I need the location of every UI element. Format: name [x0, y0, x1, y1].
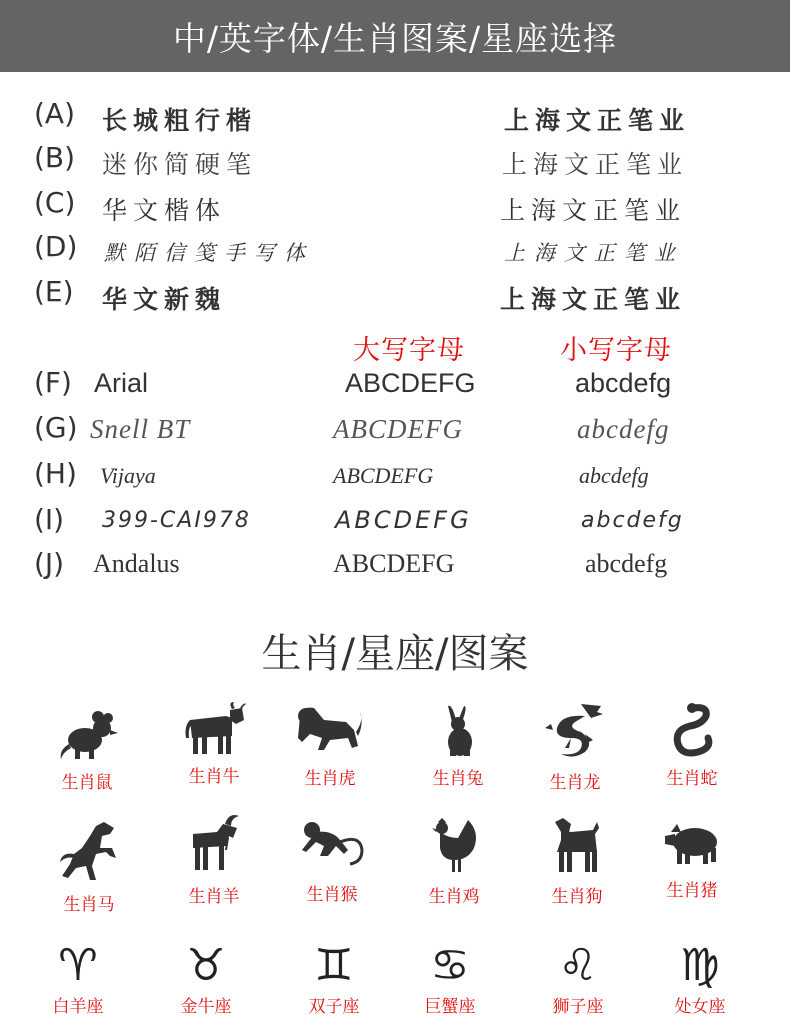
font-sample-d: 上海文正笔业: [504, 241, 684, 265]
constellation-label: 双子座: [308, 997, 360, 1017]
animal-label: 生肖羊: [188, 887, 240, 907]
font-label-i: (I): [34, 503, 65, 536]
rat-icon: [55, 706, 119, 762]
animal-label: 生肖猴: [306, 885, 358, 905]
font-upper-j: ABCDEFG: [333, 549, 455, 578]
animal-label: 生肖虎: [304, 769, 356, 789]
leo-icon: ♌: [558, 940, 598, 991]
animal-label: 生肖蛇: [666, 769, 718, 789]
font-label-b: (B): [34, 141, 76, 174]
font-name-d: 默陌信笺手写体: [104, 241, 314, 265]
animal-label: 生肖牛: [188, 767, 240, 787]
animal-label: 生肖兔: [432, 769, 484, 789]
virgo-icon: ♍: [680, 940, 720, 991]
constellation-aries: [18, 940, 138, 1017]
font-name-g: Snell BT: [90, 414, 191, 444]
constellation-label: 狮子座: [552, 997, 604, 1017]
font-sample-b: 上海文正笔业: [502, 150, 689, 179]
ox-icon: [182, 700, 246, 756]
font-sample-c: 上海文正笔业: [500, 196, 687, 225]
constellation-label: 巨蟹座: [424, 997, 476, 1017]
rabbit-icon: [430, 702, 486, 758]
font-lower-g: abcdefg: [577, 414, 670, 444]
constellation-label: 金牛座: [180, 997, 232, 1017]
constellation-label: 白羊座: [52, 997, 104, 1017]
font-name-j: Andalus: [93, 549, 180, 578]
header-banner: [0, 0, 790, 72]
snake-icon: [664, 700, 720, 758]
pig-icon: [661, 818, 723, 870]
lowercase-header: 小写字母: [560, 335, 672, 366]
font-label-c: (C): [34, 186, 76, 219]
font-label-g: (G): [34, 411, 78, 444]
aries-icon: ♈: [58, 940, 98, 991]
font-lower-f: abcdefg: [575, 368, 672, 398]
font-label-a: (A): [34, 97, 76, 130]
font-label-j: (J): [34, 547, 65, 580]
font-name-a: 长城粗行楷: [102, 106, 258, 135]
font-name-c: 华文楷体: [102, 196, 227, 225]
font-label-h: (H): [34, 457, 77, 490]
zodiac-animal-goat: [154, 810, 274, 907]
font-upper-h: ABCDEFG: [333, 463, 434, 488]
taurus-icon: ♉: [186, 940, 226, 991]
zodiac-animal-rabbit: [398, 702, 518, 789]
font-sample-e: 上海文正笔业: [500, 285, 687, 314]
font-name-b: 迷你简硬笔: [102, 150, 258, 179]
font-name-e: 华文新魏: [102, 285, 227, 314]
dog-icon: [549, 814, 605, 876]
animal-label: 生肖猪: [666, 881, 718, 901]
page-title: 中/英字体/生肖图案/星座选择: [172, 18, 618, 58]
font-name-f: Arial: [94, 368, 149, 398]
zodiac-animal-dragon: [515, 698, 635, 793]
constellation-cancer: [390, 940, 510, 1017]
monkey-icon: [296, 816, 368, 874]
constellation-label: 处女座: [674, 997, 726, 1017]
zodiac-animal-rooster: [394, 814, 514, 907]
zodiac-animal-pig: [632, 818, 752, 901]
zodiac-animal-monkey: [272, 816, 392, 905]
horse-icon: [56, 818, 122, 884]
font-label-d: (D): [34, 230, 78, 263]
constellation-leo: [518, 940, 638, 1017]
animal-label: 生肖龙: [549, 773, 601, 793]
zodiac-animal-rat: [27, 706, 147, 793]
font-label-f: (F): [34, 366, 72, 399]
section-title: 生肖/星座/图案: [261, 631, 529, 677]
zodiac-animal-dog: [517, 814, 637, 907]
rooster-icon: [428, 814, 480, 876]
font-name-i: 399-CAI978: [102, 508, 251, 533]
zodiac-animal-ox: [154, 700, 274, 787]
font-lower-i: abcdefg: [581, 508, 684, 533]
cancer-icon: ♋: [430, 940, 470, 991]
constellation-virgo: [640, 940, 760, 1017]
font-upper-f: ABCDEFG: [345, 368, 476, 398]
animal-label: 生肖狗: [551, 887, 603, 907]
constellation-gemini: [274, 940, 394, 1017]
dragon-icon: [541, 698, 609, 762]
animal-label: 生肖鼠: [61, 773, 113, 793]
font-lower-j: abcdefg: [585, 549, 668, 578]
tiger-icon: [294, 702, 366, 758]
uppercase-header: 大写字母: [353, 335, 465, 366]
font-upper-g: ABCDEFG: [333, 414, 463, 444]
font-label-e: (E): [34, 275, 74, 308]
animal-label: 生肖马: [63, 895, 115, 915]
font-sample-a: 上海文正笔业: [504, 106, 691, 135]
zodiac-animal-tiger: [270, 702, 390, 789]
constellation-taurus: [146, 940, 266, 1017]
font-name-h: Vijaya: [100, 463, 156, 488]
animal-label: 生肖鸡: [428, 887, 480, 907]
font-lower-h: abcdefg: [579, 463, 649, 488]
goat-icon: [183, 810, 245, 876]
zodiac-animal-snake: [632, 700, 752, 789]
zodiac-animal-horse: [29, 818, 149, 915]
font-upper-i: ABCDEFG: [335, 506, 472, 534]
gemini-icon: ♊: [314, 940, 354, 991]
